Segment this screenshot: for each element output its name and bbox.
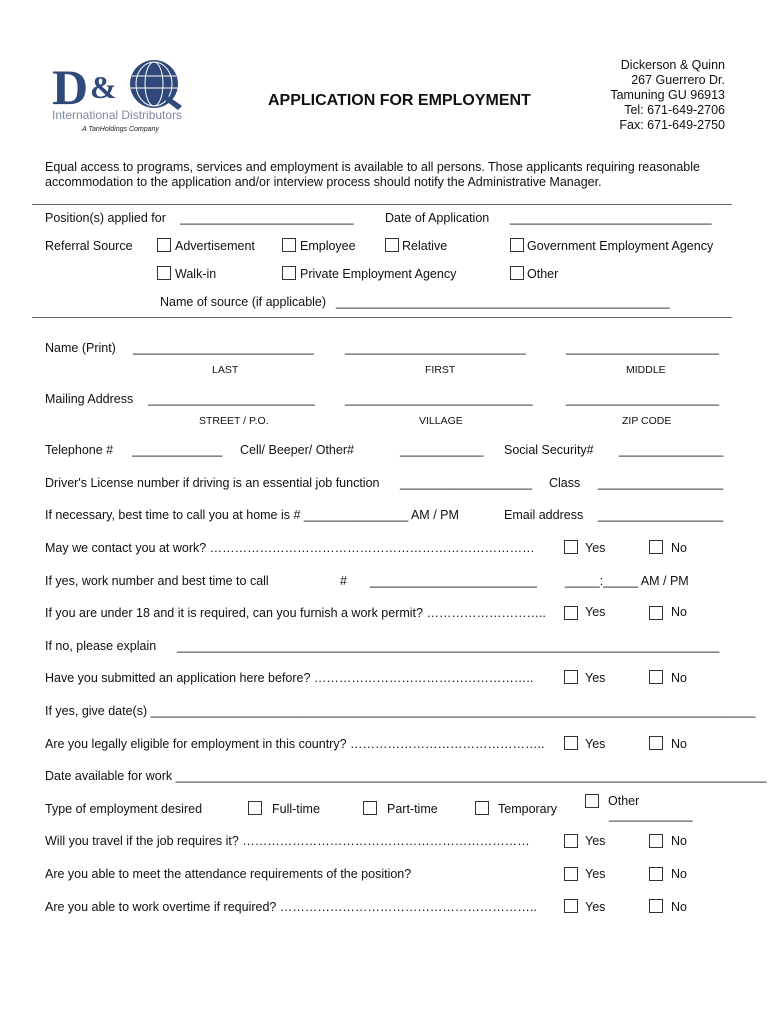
eligible-question: Are you legally eligible for employment in this country? ……………………………………….. (45, 737, 545, 751)
submitted-yes-checkbox[interactable] (564, 670, 578, 684)
walkin-label: Walk-in (175, 267, 217, 281)
no-label: No (671, 834, 687, 848)
government-agency-label: Government Employment Agency (527, 239, 714, 253)
date-application-label: Date of Application (385, 211, 490, 225)
license-field[interactable]: ___________________ (400, 476, 533, 490)
travel-no-checkbox[interactable] (649, 834, 663, 848)
zip-caption: ZIP CODE (622, 415, 672, 427)
other-referral-label: Other (527, 267, 559, 281)
relative-checkbox[interactable] (385, 238, 399, 252)
attendance-question: Are you able to meet the attendance requirements of the position? (45, 867, 412, 881)
class-label: Class (549, 476, 581, 490)
employee-checkbox[interactable] (282, 238, 296, 252)
class-field[interactable]: __________________ (598, 476, 724, 490)
notice-text-2: accommodation to the application and/or interview process should notify the Administrative Manager. (45, 175, 602, 189)
name-label: Name (Print) (45, 341, 116, 355)
fulltime-label: Full-time (272, 802, 320, 816)
private-agency-checkbox[interactable] (282, 266, 296, 280)
relative-label: Relative (402, 239, 448, 253)
source-name-label: Name of source (if applicable) (160, 295, 327, 309)
no-label: No (671, 605, 687, 619)
work-time-field[interactable]: _____:_____ AM / PM (565, 574, 689, 588)
referral-label: Referral Source (45, 239, 133, 253)
date-available-field[interactable]: Date available for work _____________________________________________________________________________________ (45, 769, 767, 783)
travel-question: Will you travel if the job requires it? …………………………………………………………… (45, 834, 530, 848)
ssn-field[interactable]: _______________ (619, 443, 724, 457)
yes-label: Yes (585, 671, 606, 685)
explain-field[interactable]: ______________________________________________________________________________ (177, 639, 720, 653)
advertisement-checkbox[interactable] (157, 238, 171, 252)
village-field[interactable]: ___________________________ (345, 392, 533, 406)
svg-text:D: D (52, 59, 89, 115)
attendance-yes-checkbox[interactable] (564, 867, 578, 881)
first-name-field[interactable]: __________________________ (345, 341, 526, 355)
last-name-field[interactable]: __________________________ (133, 341, 314, 355)
middle-name-field[interactable]: ______________________ (566, 341, 719, 355)
address-street: 267 Guerrero Dr. (631, 73, 725, 87)
no-label: No (671, 867, 687, 881)
other-type-field[interactable]: ____________ (609, 808, 693, 822)
zip-field[interactable]: ______________________ (566, 392, 719, 406)
logo-line1: International Distributors (52, 108, 183, 122)
walkin-checkbox[interactable] (157, 266, 171, 280)
street-caption: STREET / P.O. (199, 415, 269, 427)
submitted-no-checkbox[interactable] (649, 670, 663, 684)
temporary-checkbox[interactable] (475, 801, 489, 815)
best-time-label: If necessary, best time to call you at home is # _______________ AM / PM (45, 508, 459, 522)
village-caption: VILLAGE (419, 415, 463, 427)
overtime-yes-checkbox[interactable] (564, 899, 578, 913)
position-label: Position(s) applied for (45, 211, 166, 225)
contact-work-no-checkbox[interactable] (649, 540, 663, 554)
telephone-label: Telephone # (45, 443, 114, 457)
employment-type-label: Type of employment desired (45, 802, 203, 816)
logo-line2: A TanHoldings Company (82, 126, 159, 133)
other-type-checkbox[interactable] (585, 794, 599, 808)
no-label: No (671, 737, 687, 751)
address-fax: Fax: 671-649-2750 (619, 118, 725, 132)
street-field[interactable]: ________________________ (148, 392, 315, 406)
contact-work-question: May we contact you at work? …………………………………………………………………… (45, 541, 535, 555)
divider-2 (32, 317, 732, 318)
overtime-no-checkbox[interactable] (649, 899, 663, 913)
overtime-question: Are you able to work overtime if required? …………………………………………………….. (45, 900, 537, 914)
temporary-label: Temporary (498, 802, 558, 816)
notice-text-1: Equal access to programs, services and employment is available to all persons. Those applicants requiring reasonable (45, 160, 700, 174)
mailing-label: Mailing Address (45, 392, 134, 406)
travel-yes-checkbox[interactable] (564, 834, 578, 848)
yes-label: Yes (585, 541, 606, 555)
work-permit-yes-checkbox[interactable] (564, 606, 578, 620)
parttime-label: Part-time (387, 802, 438, 816)
yes-label: Yes (585, 867, 606, 881)
page-title: APPLICATION FOR EMPLOYMENT (268, 92, 531, 109)
address-name: Dickerson & Quinn (620, 58, 725, 72)
work-permit-no-checkbox[interactable] (649, 606, 663, 620)
yes-label: Yes (585, 834, 606, 848)
yes-label: Yes (585, 900, 606, 914)
source-name-field[interactable]: ________________________________________________ (336, 295, 670, 309)
telephone-field[interactable]: _____________ (132, 443, 223, 457)
email-label: Email address (504, 508, 584, 522)
cell-field[interactable]: ____________ (400, 443, 484, 457)
address-tel: Tel: 671-649-2706 (624, 103, 725, 117)
eligible-no-checkbox[interactable] (649, 736, 663, 750)
license-label: Driver's License number if driving is an essential job function (45, 476, 380, 490)
position-field[interactable]: _________________________ (180, 211, 354, 225)
svg-text:&: & (90, 69, 117, 105)
divider-1 (32, 204, 732, 205)
no-label: No (671, 671, 687, 685)
yes-label: Yes (585, 605, 606, 619)
give-dates-field[interactable]: If yes, give date(s) _______________________________________________________________________________________ (45, 704, 756, 718)
work-number-field[interactable]: ________________________ (370, 574, 537, 588)
other-type-label: Other (608, 794, 640, 808)
contact-work-yes-checkbox[interactable] (564, 540, 578, 554)
explain-label: If no, please explain (45, 639, 157, 653)
email-field[interactable]: __________________ (598, 508, 724, 522)
work-permit-question: If you are under 18 and it is required, can you furnish a work permit? ……………………….. (45, 606, 546, 620)
government-agency-checkbox[interactable] (510, 238, 524, 252)
ssn-label: Social Security# (504, 443, 594, 457)
date-application-field[interactable]: _____________________________ (510, 211, 712, 225)
work-number-hash: # (340, 574, 347, 588)
first-caption: FIRST (425, 364, 456, 376)
advertisement-label: Advertisement (175, 239, 255, 253)
address-city: Tamuning GU 96913 (610, 88, 725, 102)
eligible-yes-checkbox[interactable] (564, 736, 578, 750)
work-number-label: If yes, work number and best time to call (45, 574, 269, 588)
parttime-checkbox[interactable] (363, 801, 377, 815)
no-label: No (671, 541, 687, 555)
cell-label: Cell/ Beeper/ Other# (240, 443, 354, 457)
middle-caption: MIDDLE (626, 364, 666, 376)
fulltime-checkbox[interactable] (248, 801, 262, 815)
yes-label: Yes (585, 737, 606, 751)
other-referral-checkbox[interactable] (510, 266, 524, 280)
company-logo (50, 58, 200, 143)
last-caption: LAST (212, 364, 239, 376)
submitted-before-question: Have you submitted an application here before? …………………………………………….. (45, 671, 534, 685)
attendance-no-checkbox[interactable] (649, 867, 663, 881)
company-address (610, 58, 725, 133)
private-agency-label: Private Employment Agency (300, 267, 457, 281)
no-label: No (671, 900, 687, 914)
employee-label: Employee (300, 239, 356, 253)
